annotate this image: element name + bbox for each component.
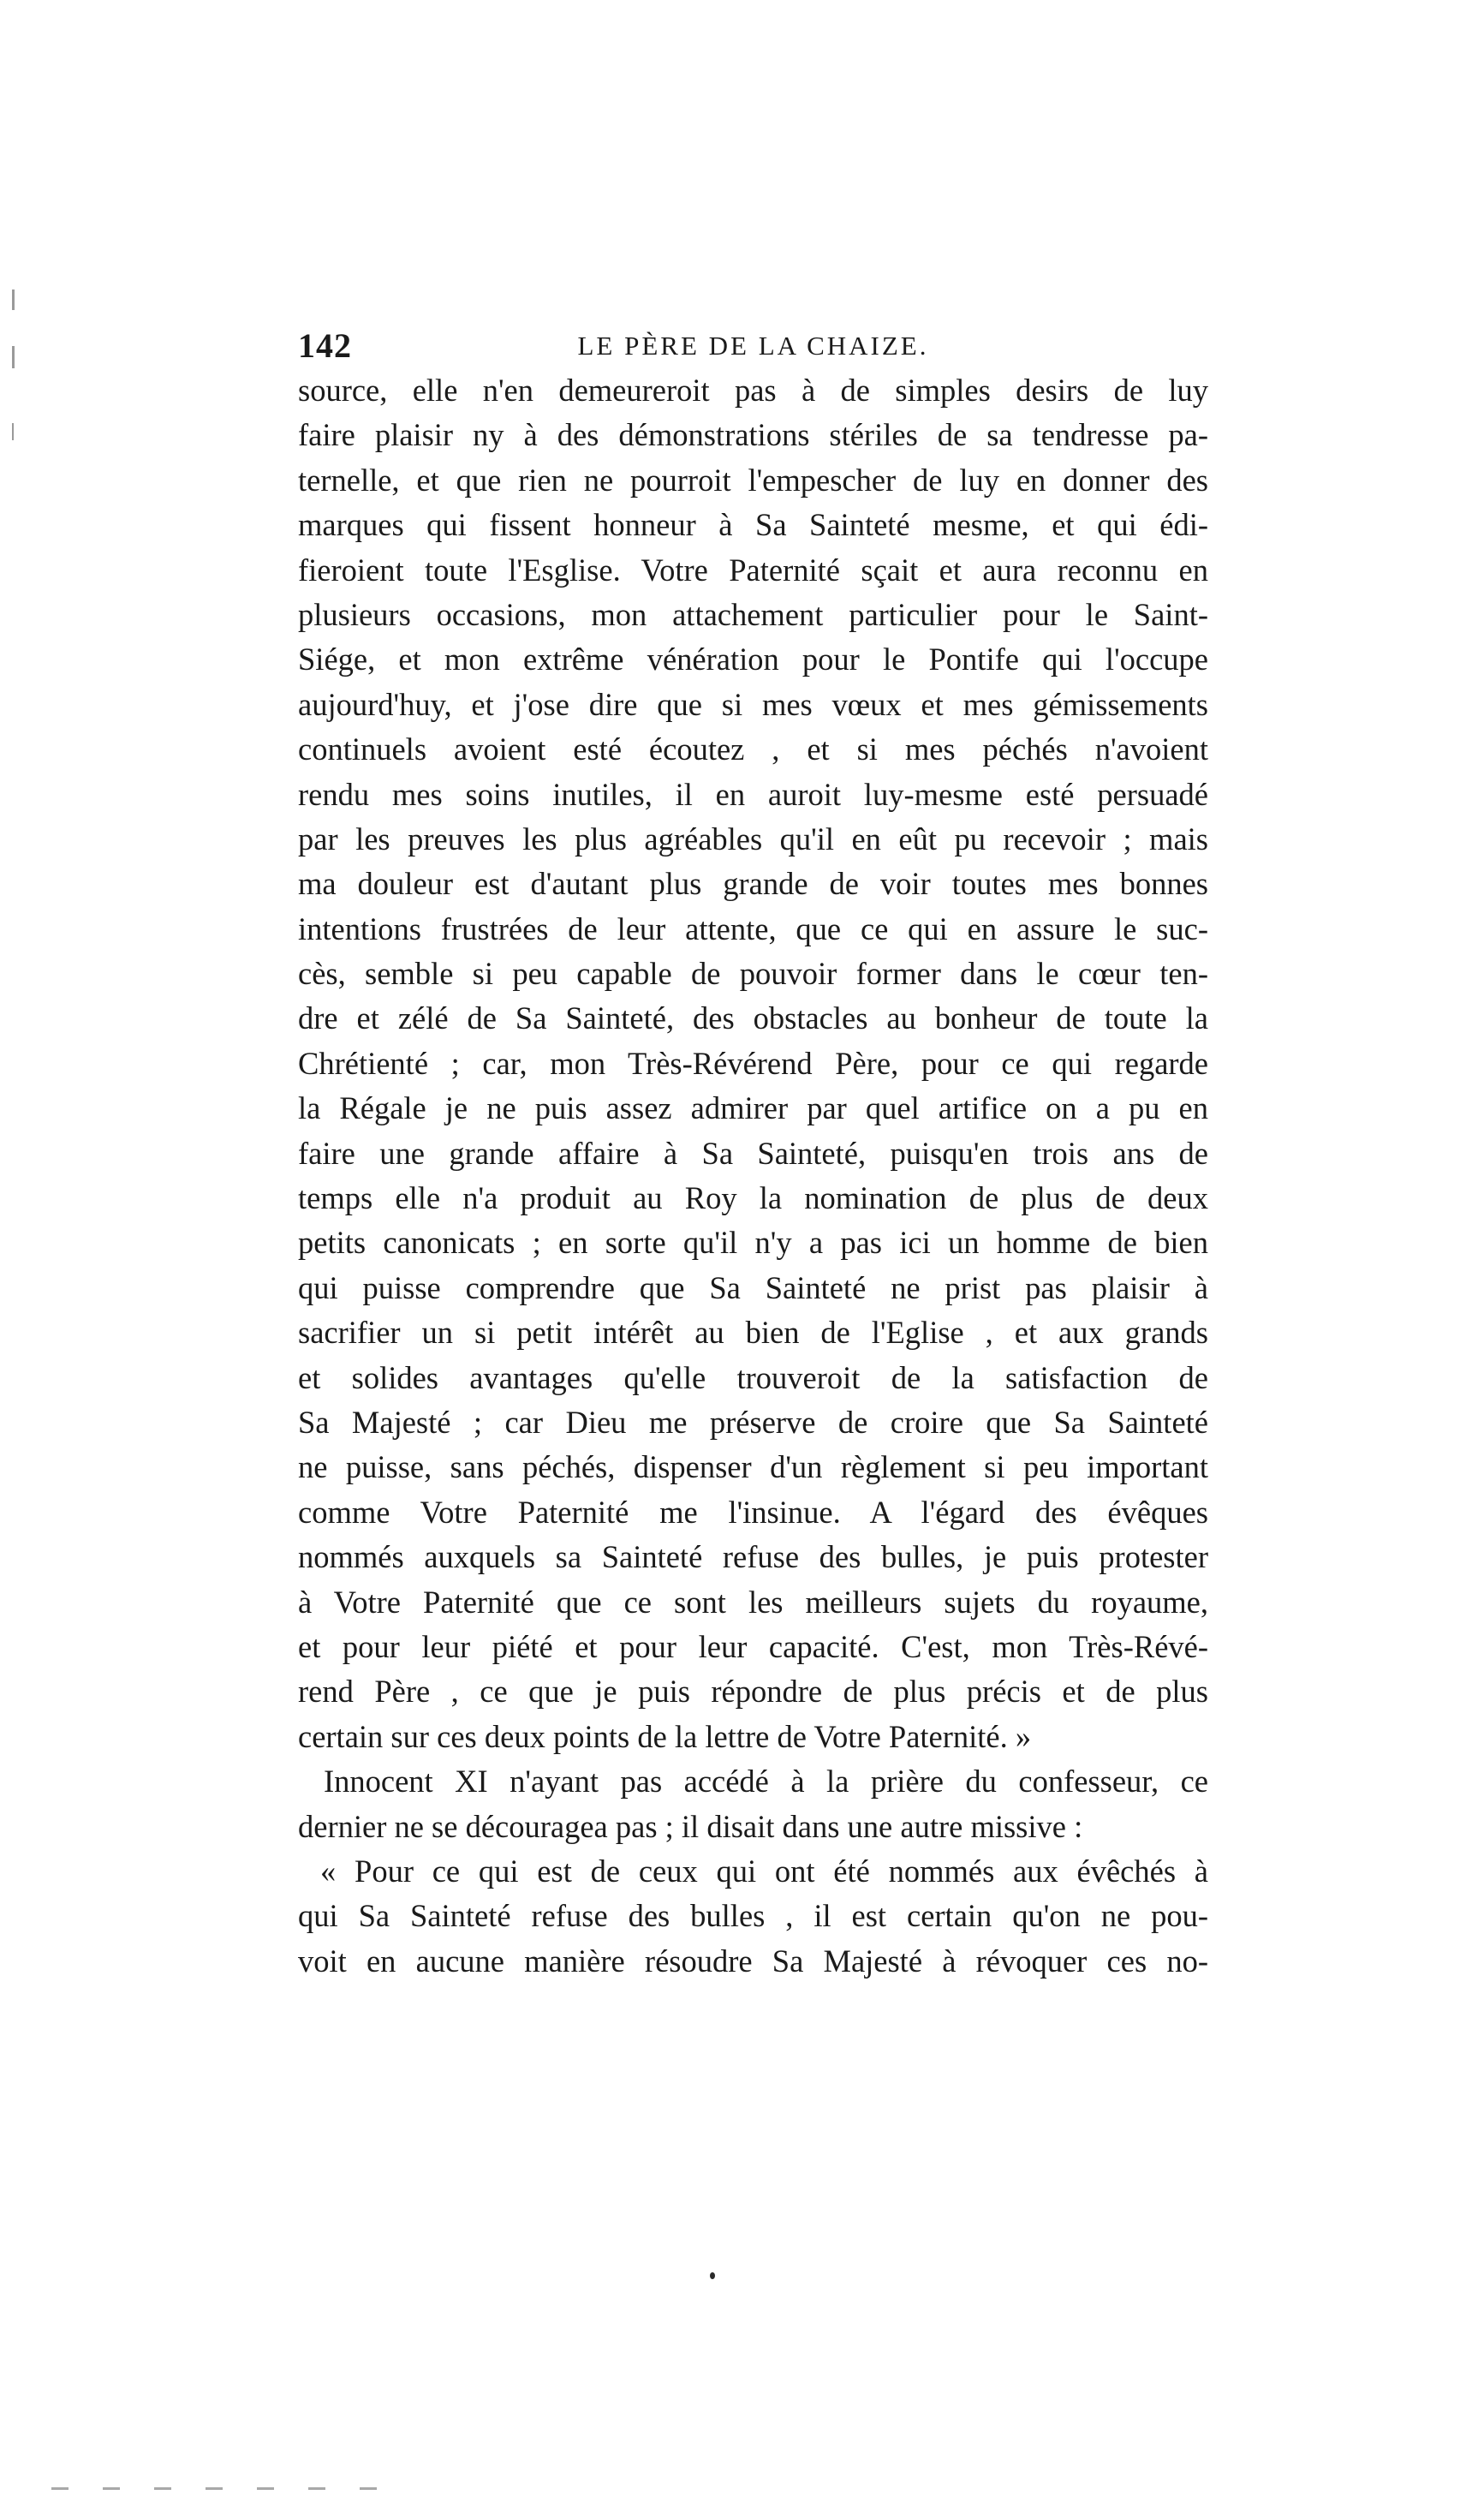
scan-edge-dashes xyxy=(51,2487,385,2490)
text-line: nommés auxquels sa Sainteté refuse des bulles, je puis protester xyxy=(298,1539,1208,1575)
text-line: ternelle, et que rien ne pourroit l'empescher de luy en donner des xyxy=(298,462,1208,498)
ink-speck xyxy=(710,2272,715,2279)
text-line: par les preuves les plus agréables qu'il en eût pu recevoir ; mais xyxy=(298,821,1208,857)
page-header xyxy=(298,320,1208,372)
text-line: dre et zélé de Sa Sainteté, des obstacles au bonheur de toute la xyxy=(298,1000,1208,1036)
page-number: 142 xyxy=(298,326,352,365)
text-line: comme Votre Paternité me l'insinue. A l'égard des évêques xyxy=(298,1494,1208,1530)
text-line: Siége, et mon extrême vénération pour le Pontife qui l'occupe xyxy=(298,642,1208,677)
text-line: et pour leur piété et pour leur capacité. C'est, mon Très-Révé- xyxy=(298,1628,1208,1664)
scan-margin-mark xyxy=(12,289,15,310)
text-line: Chrétienté ; car, mon Très-Révérend Père, pour ce qui regarde xyxy=(298,1045,1208,1081)
text-line: la Régale je ne puis assez admirer par quel artifice on a pu en xyxy=(298,1090,1208,1126)
text-line: intentions frustrées de leur attente, que ce qui en assure le suc- xyxy=(298,910,1208,946)
text-line: dernier ne se découragea pas ; il disait dans une autre missive : xyxy=(298,1808,1083,1844)
text-line: rendu mes soins inutiles, il en auroit luy-mesme esté persuadé xyxy=(298,776,1208,812)
running-head: LE PÈRE DE LA CHAIZE. xyxy=(577,331,929,361)
text-line: plusieurs occasions, mon attachement particulier pour le Saint- xyxy=(298,596,1208,632)
text-line: sacrifier un si petit intérêt au bien de l'Eglise , et aux grands xyxy=(298,1315,1208,1351)
text-line: petits canonicats ; en sorte qu'il n'y a pas ici un homme de bien xyxy=(298,1225,1208,1261)
text-line: et solides avantages qu'elle trouveroit de la satisfaction de xyxy=(298,1359,1208,1395)
text-line: faire plaisir ny à des démonstrations stériles de sa tendresse pa- xyxy=(298,417,1208,453)
paragraph-first-line: Innocent XI n'ayant pas accédé à la prière du confesseur, ce xyxy=(324,1764,1208,1800)
text-line: faire une grande affaire à Sa Sainteté, puisqu'en trois ans de xyxy=(298,1135,1208,1171)
text-line: certain sur ces deux points de la lettre de Votre Paternité. » xyxy=(298,1718,1032,1754)
text-line: ne puisse, sans péchés, dispenser d'un règlement si peu important xyxy=(298,1449,1208,1485)
scan-margin-mark xyxy=(12,346,15,368)
text-line: qui puisse comprendre que Sa Sainteté ne prist pas plaisir à xyxy=(298,1269,1208,1305)
text-line: temps elle n'a produit au Roy la nomination de plus de deux xyxy=(298,1180,1208,1216)
text-line: Sa Majesté ; car Dieu me préserve de croire que Sa Sainteté xyxy=(298,1404,1208,1440)
text-line: marques qui fissent honneur à Sa Sainteté mesme, et qui édi- xyxy=(298,507,1208,543)
quote-first-line: « Pour ce qui est de ceux qui ont été nommés aux évêchés à xyxy=(320,1853,1208,1889)
body-text xyxy=(298,368,1208,1984)
text-line: fieroient toute l'Esglise. Votre Paternité sçait et aura reconnu en xyxy=(298,552,1208,588)
text-line: aujourd'huy, et j'ose dire que si mes vœux et mes gémissements xyxy=(298,686,1208,722)
text-line: cès, semble si peu capable de pouvoir former dans le cœur ten- xyxy=(298,956,1208,992)
text-line: source, elle n'en demeureroit pas à de simples desirs de luy xyxy=(298,373,1208,408)
text-line: continuels avoient esté écoutez , et si mes péchés n'avoient xyxy=(298,731,1208,767)
text-line: voit en aucune manière résoudre Sa Majesté à révoquer ces no- xyxy=(298,1943,1208,1979)
scan-margin-mark xyxy=(12,423,14,440)
text-line: à Votre Paternité que ce sont les meilleurs sujets du royaume, xyxy=(298,1584,1208,1620)
text-line: rend Père , ce que je puis répondre de plus précis et de plus xyxy=(298,1674,1208,1710)
text-line: qui Sa Sainteté refuse des bulles , il est certain qu'on ne pou- xyxy=(298,1898,1208,1934)
text-line: ma douleur est d'autant plus grande de voir toutes mes bonnes xyxy=(298,866,1208,902)
